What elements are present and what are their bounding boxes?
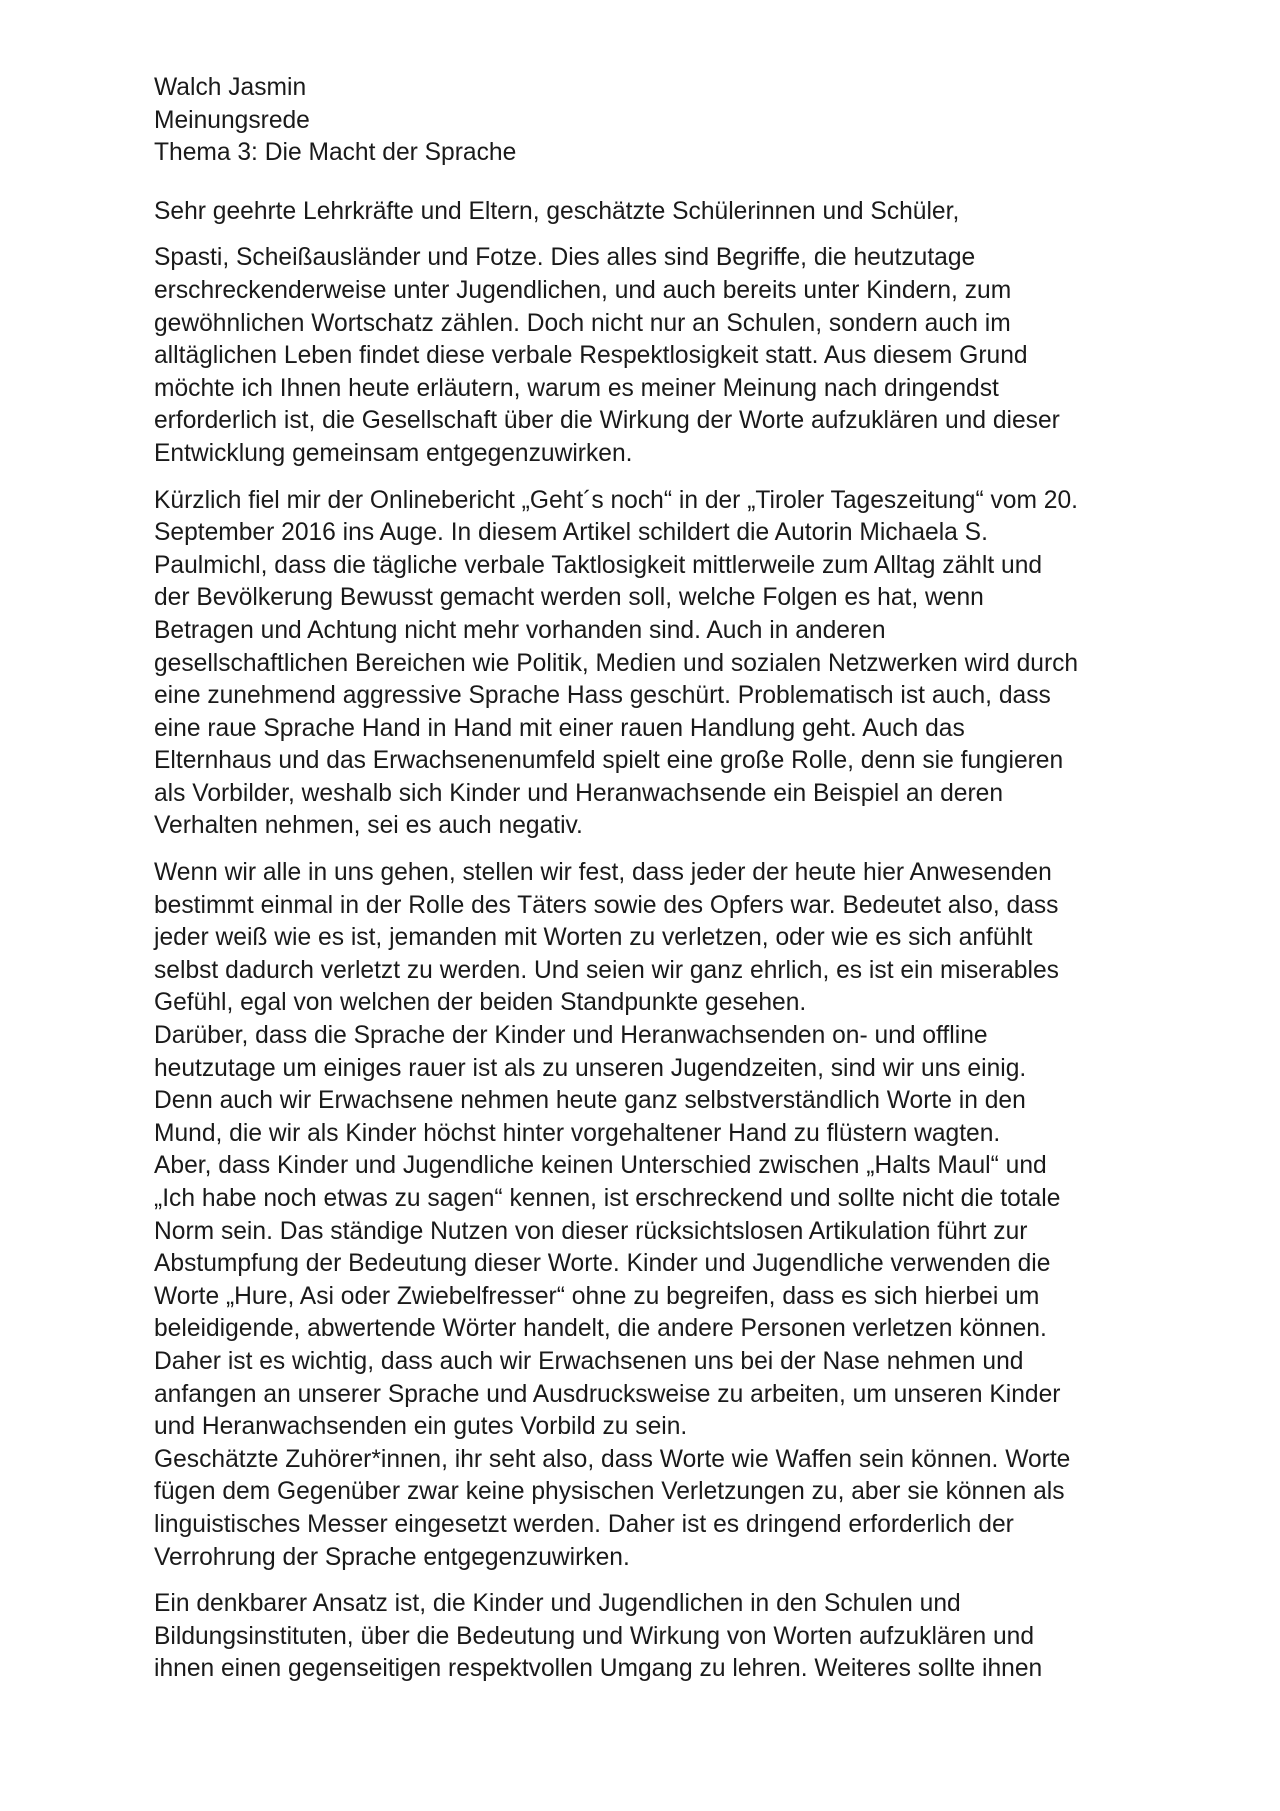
text-line: möchte ich Ihnen heute erläutern, warum es meiner Meinung nach dringendst	[154, 374, 999, 402]
text-line: Verrohrung der Sprache entgegenzuwirken.	[154, 1543, 630, 1571]
text-line: jeder weiß wie es ist, jemanden mit Worten zu verletzen, oder wie es sich anfühlt	[154, 924, 1033, 952]
text-line: Geschätzte Zuhörer*innen, ihr seht also, dass Worte wie Waffen sein können. Worte	[154, 1445, 1071, 1473]
text-line: Paulmichl, dass die tägliche verbale Taktlosigkeit mittlerweile zum Alltag zählt und	[154, 551, 1043, 579]
text-line: Wenn wir alle in uns gehen, stellen wir fest, dass jeder der heute hier Anwesenden	[154, 859, 1052, 887]
document-topic: Thema 3: Die Macht der Sprache	[154, 139, 517, 167]
text-line: Aber, dass Kinder und Jugendliche keinen Unterschied zwischen „Halts Maul“ und	[154, 1152, 1047, 1180]
salutation: Sehr geehrte Lehrkräfte und Eltern, geschätzte Schülerinnen und Schüler,	[154, 197, 960, 225]
text-line: bestimmt einmal in der Rolle des Täters sowie des Opfers war. Bedeutet also, dass	[154, 891, 1059, 919]
text-line: selbst dadurch verletzt zu werden. Und seien wir ganz ehrlich, es ist ein miserables	[154, 956, 1059, 984]
paragraph	[154, 857, 1144, 1574]
text-line: Gefühl, egal von welchen der beiden Standpunkte gesehen.	[154, 989, 807, 1017]
text-line: Darüber, dass die Sprache der Kinder und Heranwachsenden on- und offline	[154, 1022, 988, 1050]
text-line: anfangen an unserer Sprache und Ausdrucksweise zu arbeiten, um unseren Kinder	[154, 1380, 1061, 1408]
text-line: Spasti, Scheißausländer und Fotze. Dies alles sind Begriffe, die heutzutage	[154, 244, 976, 272]
text-line: Worte „Hure, Asi oder Zwiebelfresser“ ohne zu begreifen, dass es sich hierbei um	[154, 1282, 1040, 1310]
text-line: alltäglichen Leben findet diese verbale Respektlosigkeit statt. Aus diesem Grund	[154, 342, 1028, 370]
text-line: fügen dem Gegenüber zwar keine physischen Verletzungen zu, aber sie können als	[154, 1478, 1065, 1506]
text-line: eine zunehmend aggressive Sprache Hass geschürt. Problematisch ist auch, dass	[154, 682, 1051, 710]
text-line: ihnen einen gegenseitigen respektvollen Umgang zu lehren. Weiteres sollte ihnen	[154, 1655, 1043, 1683]
document-genre: Meinungsrede	[154, 106, 310, 134]
paragraph	[154, 242, 1144, 470]
text-line: gesellschaftlichen Bereichen wie Politik, Medien und sozialen Netzwerken wird durch	[154, 649, 1079, 677]
text-line: Entwicklung gemeinsam entgegenzuwirken.	[154, 439, 633, 467]
text-line: gewöhnlichen Wortschatz zählen. Doch nicht nur an Schulen, sondern auch im	[154, 309, 1011, 337]
text-line: als Vorbilder, weshalb sich Kinder und Heranwachsende ein Beispiel an deren	[154, 779, 1004, 807]
text-line: Daher ist es wichtig, dass auch wir Erwachsenen uns bei der Nase nehmen und	[154, 1347, 1024, 1375]
text-line: Kürzlich fiel mir der Onlinebericht „Geht´s noch“ in der „Tiroler Tageszeitung“ vom 20.	[154, 486, 1078, 514]
paragraph	[154, 485, 1144, 844]
text-line: Bildungsinstituten, über die Bedeutung und Wirkung von Worten aufzuklären und	[154, 1622, 1035, 1650]
text-line: Verhalten nehmen, sei es auch negativ.	[154, 812, 583, 840]
document-header	[154, 72, 1144, 170]
text-line: Denn auch wir Erwachsene nehmen heute ganz selbstverständlich Worte in den	[154, 1087, 1026, 1115]
text-line: eine raue Sprache Hand in Hand mit einer rauen Handlung geht. Auch das	[154, 714, 965, 742]
text-line: linguistisches Messer eingesetzt werden. Daher ist es dringend erforderlich der	[154, 1510, 1014, 1538]
text-line: der Bevölkerung Bewusst gemacht werden soll, welche Folgen es hat, wenn	[154, 584, 984, 612]
author-name: Walch Jasmin	[154, 74, 307, 101]
paragraph	[154, 1588, 1144, 1686]
text-line: September 2016 ins Auge. In diesem Artikel schildert die Autorin Michaela S.	[154, 519, 988, 547]
text-line: Abstumpfung der Bedeutung dieser Worte. Kinder und Jugendliche verwenden die	[154, 1250, 1051, 1278]
text-line: erforderlich ist, die Gesellschaft über die Wirkung der Worte aufzuklären und dieser	[154, 407, 1060, 435]
text-line: Betragen und Achtung nicht mehr vorhanden sind. Auch in anderen	[154, 616, 886, 644]
text-line: erschreckenderweise unter Jugendlichen, und auch bereits unter Kindern, zum	[154, 276, 1012, 304]
text-line: Ein denkbarer Ansatz ist, die Kinder und Jugendlichen in den Schulen und	[154, 1590, 961, 1618]
document-page	[154, 72, 1144, 1686]
text-line: Elternhaus und das Erwachsenenumfeld spielt eine große Rolle, denn sie fungieren	[154, 747, 1064, 775]
text-line: und Heranwachsenden ein gutes Vorbild zu sein.	[154, 1413, 688, 1441]
speech-body	[154, 242, 1144, 1686]
text-line: heutzutage um einiges rauer ist als zu unseren Jugendzeiten, sind wir uns einig.	[154, 1054, 1027, 1082]
text-line: „Ich habe noch etwas zu sagen“ kennen, ist erschreckend und sollte nicht die totale	[154, 1185, 1061, 1212]
text-line: Norm sein. Das ständige Nutzen von dieser rücksichtslosen Artikulation führt zur	[154, 1217, 1028, 1245]
text-line: Mund, die wir als Kinder höchst hinter vorgehaltener Hand zu flüstern wagten.	[154, 1119, 1001, 1147]
text-line: beleidigende, abwertende Wörter handelt, die andere Personen verletzen können.	[154, 1315, 1047, 1343]
